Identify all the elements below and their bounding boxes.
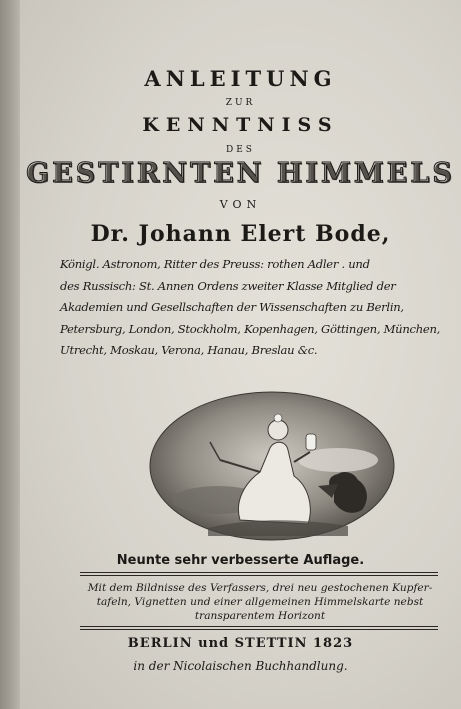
credentials-line: Petersburg, London, Stockholm, Kopenhagen, Göttingen, München, xyxy=(60,321,440,336)
credentials-line: Königl. Astronom, Ritter des Preuss: rothen Adler . und xyxy=(60,257,370,271)
author-name: Dr. Johann Elert Bode, xyxy=(90,221,391,247)
contents-note-line: transparentem Horizont xyxy=(194,610,326,622)
title-line-zur: ZUR xyxy=(225,98,256,108)
publisher-imprint: in der Nicolaischen Buchhandlung. xyxy=(133,659,348,673)
credentials-line: des Russisch: St. Annen Ordens zweiter Klasse Mitglied der xyxy=(60,278,396,293)
rule-top-thin xyxy=(80,575,438,576)
credentials-line: Utrecht, Moskau, Verona, Hanau, Breslau &c. xyxy=(60,343,318,357)
contents-note-line: tafeln, Vignetten und einer allgemeinen Himmelskarte nebst xyxy=(96,596,424,608)
rule-top-thick xyxy=(80,572,438,573)
author-credentials xyxy=(60,254,460,362)
edition-statement: Neunte sehr verbesserte Auflage. xyxy=(116,553,365,568)
rule-bottom-thin xyxy=(80,629,438,630)
astronomy-muse-vignette-icon xyxy=(148,390,396,542)
imprint-place-year: BERLIN und STETTIN 1823 xyxy=(127,636,354,651)
title-page xyxy=(20,0,461,709)
title-line-des: DES xyxy=(226,145,255,155)
title-line-anleitung: ANLEITUNG xyxy=(144,66,337,91)
title-line-von: VON xyxy=(219,198,262,211)
rule-bottom-thick xyxy=(80,626,438,627)
contents-note-line: Mit dem Bildnisse des Verfassers, drei neu gestochenen Kupfer- xyxy=(87,582,433,594)
title-line-gestirnten-himmels: GESTIRNTEN HIMMELS xyxy=(26,158,455,189)
contents-note xyxy=(80,581,440,623)
credentials-line: Akademien und Gesellschaften der Wissenschaften zu Berlin, xyxy=(60,300,404,314)
title-line-kenntniss: KENNTNISS xyxy=(142,114,339,136)
